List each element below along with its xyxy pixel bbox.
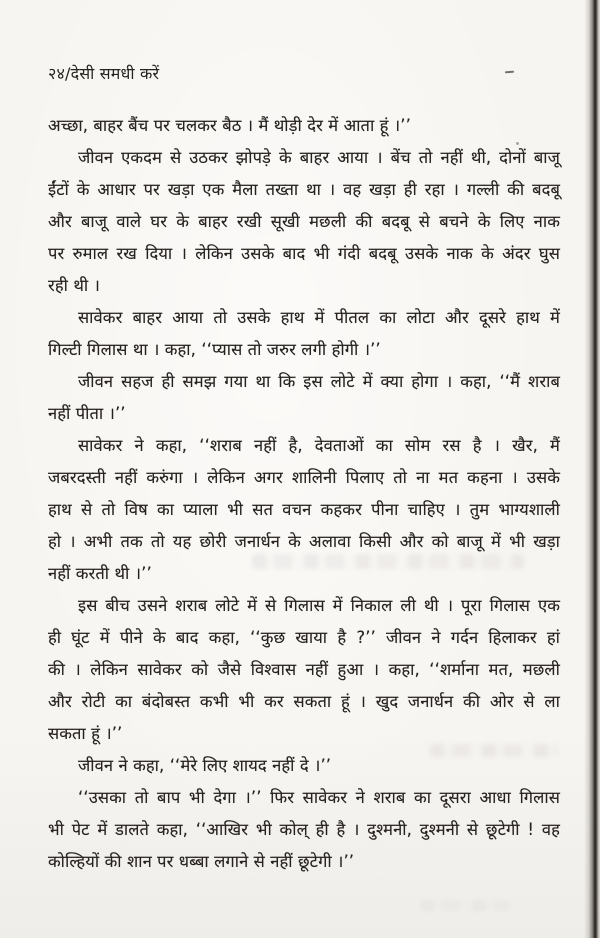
text-line: रही थी । [48,276,100,295]
show-through-smudge [420,900,510,911]
text-line: ही घूंट में पीने के बाद कहा, ‘‘कुछ खाया है ?’’ जीवन ने गर्दन हिलाकर हां [48,628,560,647]
body-text-block [48,110,560,878]
text-line: नहीं पीता ।’’ [48,404,126,423]
text-line: जीवन एकदम से उठकर झोपड़े के बाहर आया । बेंच तो नहीं थी, दोनों बाजू [78,148,560,167]
text-line: जीवन सहज ही समझ गया था कि इस लोटे में क्या होगा । कहा, ‘‘मैं शराब [78,372,560,391]
text-line: कोल्हियों की शान पर धब्बा लगाने से नहीं छूटेगी ।’’ [48,852,355,871]
text-line: और बाजू वाले घर के बाहर रखी सूखी मछली की बदबू से बचने के लिए नाक [48,212,560,231]
text-line: इस बीच उसने शराब लोटे में से गिलास में निकाल ली थी । पूरा गिलास एक [78,596,560,615]
text-line: हो । अभी तक तो यह छोरी जनार्धन के अलावा किसी और को बाजू में भी खड़ा [48,532,560,551]
text-line: गिल्टी गिलास था । कहा, ‘‘प्यास तो जरुर लगी होगी ।’’ [48,340,381,359]
text-line: सावेकर ने कहा, ‘‘शराब नहीं है, देवताओं का सोम रस है । खैर, मैं [78,436,560,455]
text-line: सकता हूं ।’’ [48,724,123,743]
text-line: अच्छा, बाहर बैंच पर चलकर बैठ । मैं थोड़ी देर में आता हूं ।’’ [48,116,411,135]
page-edge-shadow [584,0,600,938]
text-line: ‘‘उसका तो बाप भी देगा ।’’ फिर सावेकर ने शराब का दूसरा आधा गिलास [78,788,560,807]
text-line: भी पेट में डालते कहा, ‘‘आखिर भी कोल् ही है । दुश्मनी, दुश्मनी से छूटेगी ! वह [48,820,560,839]
text-line: जबरदस्ती नहीं करुंगा । लेकिन अगर शालिनी पिलाए तो ना मत कहना । उसके [48,468,560,487]
text-line: की । लेकिन सावेकर को जैसे विश्वास नहीं हुआ । कहा, ‘‘शर्माना मत, मछली [48,660,560,679]
show-through-smudge [430,744,558,757]
text-line: सावेकर बाहर आया तो उसके हाथ में पीतल का लोटा और दूसरे हाथ में [78,308,560,327]
text-line: हाथ से तो विष का प्याला भी सत वचन कहकर पीना चाहिए । तुम भाग्यशाली [48,500,560,519]
text-line: और रोटी का बंदोबस्त कभी भी कर सकता हूं । खुद जनार्धन की ओर से ला [48,692,560,711]
show-through-smudge [252,554,524,569]
text-line: जीवन ने कहा, ‘‘मेरे लिए शायद नहीं दे ।’’ [78,756,332,775]
text-line: पर रुमाल रख दिया । लेकिन उसके बाद भी गंदी बदबू उसके नाक के अंदर घुस [48,244,560,263]
scan-artifact-dot [516,142,519,145]
page-header: २४/देसी समधी करें [48,64,160,83]
text-line: ईंटों के आधार पर खड़ा एक मैला तख्ता था । वह खड़ा ही रहा । गल्ली की बदबू [48,180,560,199]
text-line: नहीं करती थी ।’’ [48,564,152,583]
scan-artifact-dash [505,71,514,74]
